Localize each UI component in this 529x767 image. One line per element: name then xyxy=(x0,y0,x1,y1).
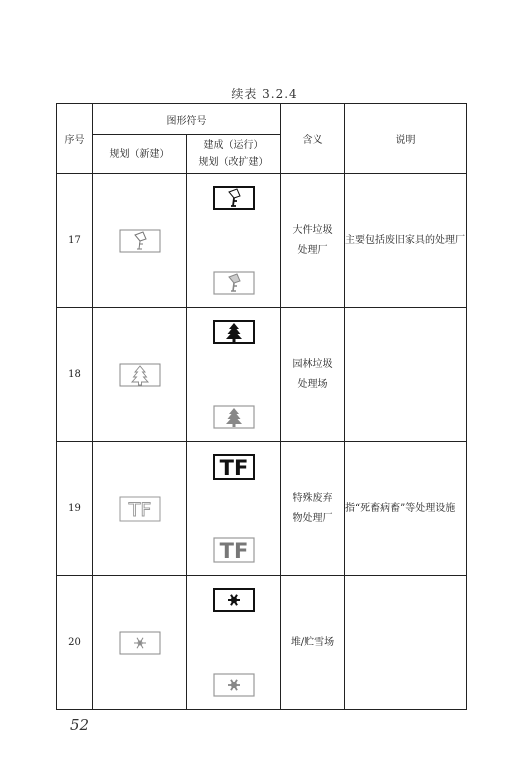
snowflake-icon xyxy=(213,673,255,697)
built-symbol-cell xyxy=(187,442,281,576)
row-num: 18 xyxy=(57,308,93,442)
header-built: 建成（运行） 规划（改扩建） xyxy=(187,135,281,174)
built-symbol-cell xyxy=(187,576,281,710)
tree-icon xyxy=(119,363,161,387)
tf-icon xyxy=(213,454,255,480)
table-row xyxy=(57,174,467,308)
snowflake-icon xyxy=(119,631,161,655)
meaning-cell: 园林垃圾 处理场 xyxy=(281,308,345,442)
table-caption: 续表 3.2.4 xyxy=(231,87,298,101)
bulky-waste-icon xyxy=(213,271,255,295)
plan-symbol-cell xyxy=(93,442,187,576)
plan-symbol-cell xyxy=(93,174,187,308)
svg-text:TF: TF xyxy=(128,498,151,521)
bulky-waste-icon xyxy=(119,229,161,253)
header-note: 说明 xyxy=(345,104,467,174)
row-num: 17 xyxy=(57,174,93,308)
table-row xyxy=(57,576,467,710)
svg-text:TF: TF xyxy=(219,539,248,563)
built-symbol-cell xyxy=(187,308,281,442)
tree-icon xyxy=(213,320,255,344)
built-symbol-cell xyxy=(187,174,281,308)
tf-icon xyxy=(213,537,255,563)
table-row xyxy=(57,308,467,442)
meaning-cell: 大件垃圾 处理厂 xyxy=(281,174,345,308)
meaning-cell: 特殊废弃 物处理厂 xyxy=(281,442,345,576)
header-meaning: 含义 xyxy=(281,104,345,174)
note-cell: 主要包括废旧家具的处理厂 xyxy=(345,174,467,308)
header-symbol-group: 图形符号 xyxy=(93,104,281,135)
table-row xyxy=(57,442,467,576)
header-num: 序号 xyxy=(57,104,93,174)
note-cell: 指“死畜病畜”等处理设施 xyxy=(345,442,467,576)
plan-symbol-cell xyxy=(93,308,187,442)
row-num: 19 xyxy=(57,442,93,576)
row-num: 20 xyxy=(57,576,93,710)
snowflake-icon xyxy=(213,588,255,612)
page-number: 52 xyxy=(70,716,90,734)
plan-symbol-cell xyxy=(93,576,187,710)
symbol-table xyxy=(56,103,467,710)
bulky-waste-icon xyxy=(213,186,255,210)
header-plan: 规划（新建） xyxy=(93,135,187,174)
tf-icon xyxy=(119,496,161,522)
svg-text:TF: TF xyxy=(219,456,248,480)
note-cell xyxy=(345,308,467,442)
tree-icon xyxy=(213,405,255,429)
meaning-cell: 堆/贮雪场 xyxy=(281,576,345,710)
note-cell xyxy=(345,576,467,710)
